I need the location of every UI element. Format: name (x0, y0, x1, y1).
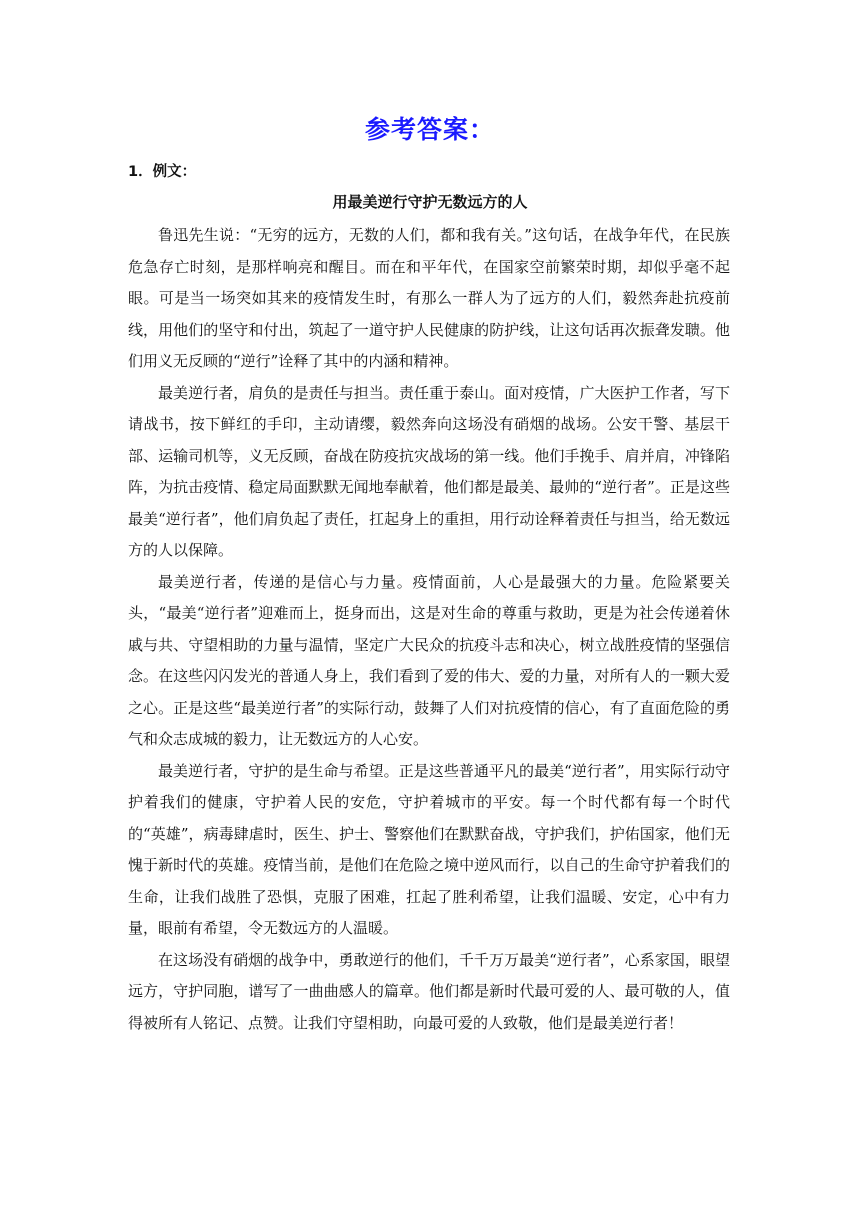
essay-paragraph-5: 在这场没有硝烟的战争中，勇敢逆行的他们，千千万万最美“逆行者”，心系家国，眼望远方，守护同胞，谱写了一曲曲感人的篇章。他们都是新时代最可爱的人、最可敬的人，值得被所有人铭记、点赞。让我们守望相助，向最可爱的人致敬，他们是最美逆行者！ (128, 950, 730, 1032)
essay-body (128, 220, 730, 1039)
question-number-label: 1．例文： (128, 164, 197, 180)
essay-paragraph-4: 最美逆行者，守护的是生命与希望。正是这些普通平凡的最美“逆行者”，用实际行动守护着我们的健康，守护着人民的安危，守护着城市的平安。每一个时代都有每一个时代的“英雄”，病毒肆虐时，医生、护士、警察他们在默默奋战，守护我们，护佑国家，他们无愧于新时代的英雄。疫情当前，是他们在危险之境中逆风而行，以自己的生命守护着我们的生命，让我们战胜了恐惧，克服了困难，扛起了胜利希望，让我们温暖、安定，心中有力量，眼前有希望，令无数远方的人温暖。 (128, 761, 730, 937)
essay-paragraph-1: 鲁迅先生说：“无穷的远方，无数的人们，都和我有关。”这句话，在战争年代，在民族危急存亡时刻，是那样响亮和醒目。而在和平年代，在国家空前繁荣时期，却似乎毫不起眼。可是当一场突如其来的疫情发生时，有那么一群人为了远方的人们，毅然奔赴抗疫前线，用他们的坚守和付出，筑起了一道守护人民健康的防护线，让这句话再次振聋发聩。他们用义无反顾的“逆行”诠释了其中的内涵和精神。 (128, 226, 730, 370)
essay-paragraph-2: 最美逆行者，肩负的是责任与担当。责任重于泰山。面对疫情，广大医护工作者，写下请战书，按下鲜红的手印，主动请缨，毅然奔向这场没有硝烟的战场。公安干警、基层干部、运输司机等，义无反顾，奋战在防疫抗灾战场的第一线。他们手挽手、肩并肩，冲锋陷阵，为抗击疫情、稳定局面默默无闻地奉献着，他们都是最美、最帅的“逆行者”。正是这些最美“逆行者”，他们肩负起了责任，扛起身上的重担，用行动诠释着责任与担当，给无数远方的人以保障。 (128, 383, 730, 559)
essay-title: 用最美逆行守护无数远方的人 (332, 193, 528, 211)
answer-heading: 参考答案： (364, 115, 495, 144)
essay-paragraph-3: 最美逆行者，传递的是信心与力量。疫情面前，人心是最强大的力量。危险紧要关头，“最美“逆行者”迎难而上，挺身而出，这是对生命的尊重与救助，更是为社会传递着休戚与共、守望相助的力量与温情，坚定广大民众的抗疫斗志和决心，树立战胜疫情的坚强信念。在这些闪闪发光的普通人身上，我们看到了爱的伟大、爱的力量，对所有人的一颗大爱之心。正是这些“最美逆行者”的实际行动，鼓舞了人们对抗疫情的信心，有了直面危险的勇气和众志成城的毅力，让无数远方的人心安。 (128, 572, 730, 748)
